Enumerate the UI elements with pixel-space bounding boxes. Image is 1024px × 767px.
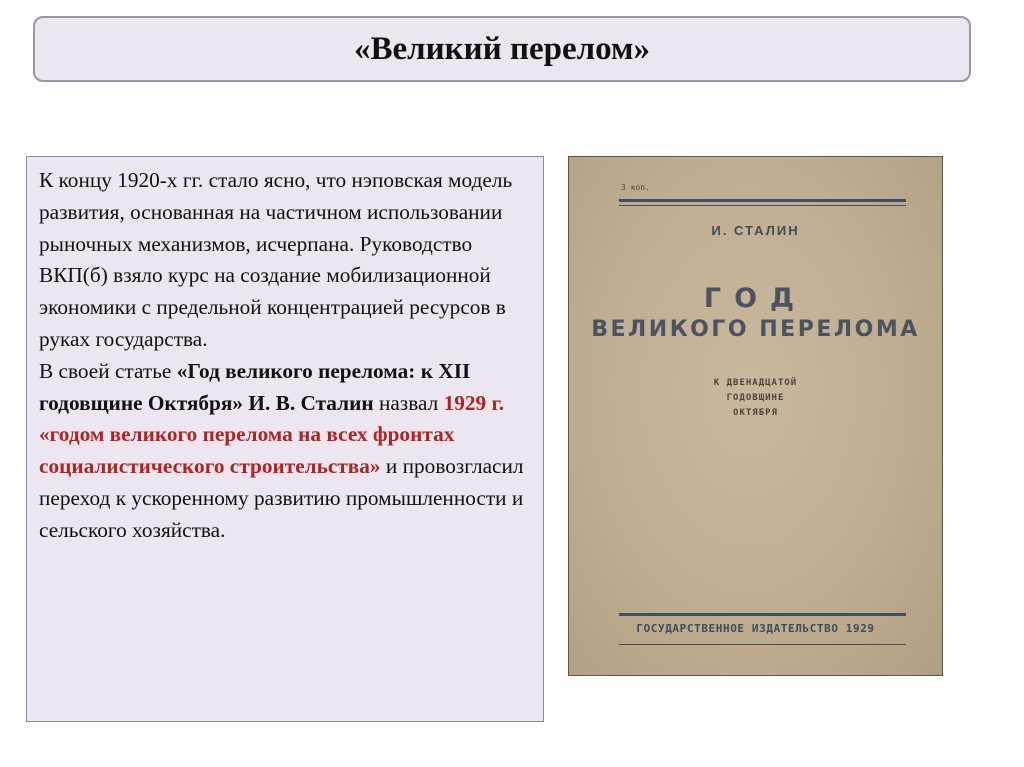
article-title: «Год великого перелома: к XII годовщине Октября» (39, 358, 471, 415)
cover-rule-top-thin (619, 205, 906, 206)
cover-rule-bottom-thin (619, 644, 906, 645)
named-text: назвал (373, 390, 444, 415)
book-subtitle-line2: ГОДОВЩИНЕ (726, 393, 785, 403)
paragraph-nep: К концу 1920-х гг. стало ясно, что нэповская модель развития, основанная на частичном использовании рыночных механизмов, исчерпана. Руководство ВКП(б) взяло курс на создание мобилизационной экономики с предельной концентрацией ресурсов в руках государства. (39, 168, 513, 351)
cover-rule-top-thick (619, 199, 906, 202)
book-subtitle-line3: ОКТЯБРЯ (733, 408, 778, 418)
book-title-line1: ГОД (703, 283, 808, 314)
title-banner (33, 16, 971, 82)
paragraph-stalin-article (39, 356, 531, 547)
great-turn-quote: 1929 г. «годом великого перелома на всех фронтах социалистического строительства» (39, 390, 505, 479)
author-name: И. В. Сталин (248, 390, 374, 415)
book-publisher: ГОСУДАРСТВЕННОЕ ИЗДАТЕЛЬСТВО 1929 (636, 622, 875, 635)
book-cover-image (568, 156, 943, 676)
book-title-line2: ВЕЛИКОГО ПЕРЕЛОМА (591, 317, 920, 342)
cover-rule-bottom-thick (619, 613, 906, 616)
book-subtitle-line1: К ДВЕНАДЦАТОЙ (713, 378, 798, 388)
article-intro-text: В своей статье (39, 358, 177, 383)
slide-title: «Великий перелом» (353, 30, 650, 67)
text-panel (26, 156, 544, 722)
book-price: 3 коп. (621, 183, 650, 192)
paragraph-ending: и провозгласил переход к ускоренному развитию промышленности и сельского хозяйства. (39, 454, 524, 542)
book-author: И. СТАЛИН (711, 223, 800, 238)
